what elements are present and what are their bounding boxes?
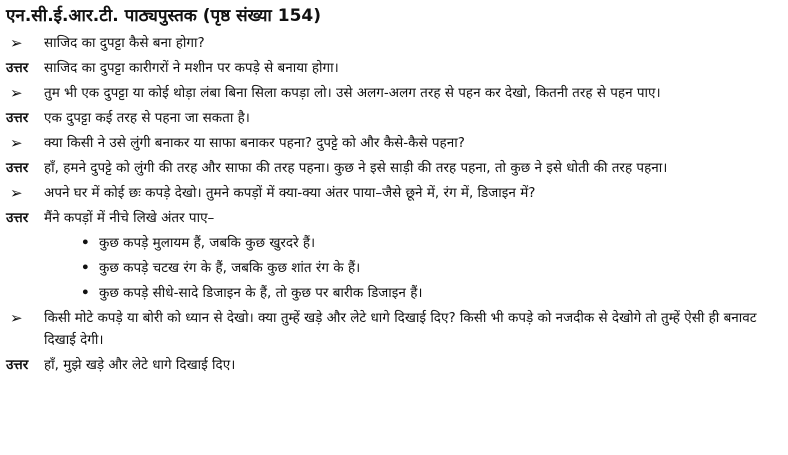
page-heading: एन.सी.ई.आर.टी. पाठ्यपुस्तक (पृष्ठ संख्या 154) — [6, 6, 322, 26]
answer-3 — [6, 157, 782, 179]
bullet-icon: • — [81, 285, 90, 301]
list-item-text: कुछ कपड़े मुलायम हैं, जबकि कुछ खुरदरे हैं। — [99, 235, 316, 251]
answer-label: उत्तर — [6, 357, 29, 373]
arrow-icon: ➢ — [10, 134, 23, 152]
list-item — [81, 282, 782, 304]
question-4 — [10, 182, 782, 204]
answer-1 — [6, 57, 782, 79]
list-item — [81, 232, 782, 254]
answer-text: हाँ, मुझे खड़े और लेटे धागे दिखाई दिए। — [44, 357, 236, 373]
answer-label: उत्तर — [6, 110, 29, 126]
answer-2 — [6, 107, 782, 129]
bullet-list — [81, 232, 782, 304]
answer-label: उत्तर — [6, 160, 29, 176]
arrow-icon: ➢ — [10, 309, 23, 327]
question-1 — [10, 32, 782, 54]
answer-label: उत्तर — [6, 60, 29, 76]
bullet-icon: • — [81, 260, 90, 276]
question-text: साजिद का दुपट्टा कैसे बना होगा? — [44, 35, 205, 51]
arrow-icon: ➢ — [10, 84, 23, 102]
answer-text: एक दुपट्टा कई तरह से पहना जा सकता है। — [44, 110, 250, 126]
arrow-icon: ➢ — [10, 34, 23, 52]
bullet-icon: • — [81, 235, 90, 251]
answer-text: हाँ, हमने दुपट्टे को लुंगी की तरह और साफा की तरह पहना। कुछ ने इसे साड़ी की तरह पहना, तो कुछ ने इसे धोती की तरह पहना। — [44, 160, 668, 176]
list-item-text: कुछ कपड़े चटख रंग के हैं, जबकि कुछ शांत रंग के हैं। — [99, 260, 361, 276]
answer-text: मैंने कपड़ों में नीचे लिखे अंतर पाए– — [44, 210, 215, 226]
question-text: किसी मोटे कपड़े या बोरी को ध्यान से देखो। क्या तुम्हें खड़े और लेटे धागे दिखाई दिए? किसी भी कपड़े को नजदीक से देखोगे तो तुम्हें ऐसी ही बनावट दिखाई देगी। — [44, 310, 757, 348]
question-3 — [10, 132, 782, 154]
question-5 — [10, 307, 782, 351]
answer-5 — [6, 354, 782, 376]
answer-text: साजिद का दुपट्टा कारीगरों ने मशीन पर कपड़े से बनाया होगा। — [44, 60, 339, 76]
document-page — [6, 4, 782, 379]
answer-4 — [6, 207, 782, 229]
arrow-icon: ➢ — [10, 184, 23, 202]
answer-label: उत्तर — [6, 210, 29, 226]
question-text: अपने घर में कोई छः कपड़े देखो। तुमने कपड़ों में क्या-क्या अंतर पाया–जैसे छूने में, रंग में, डिजाइन में? — [44, 185, 536, 201]
question-text: तुम भी एक दुपट्टा या कोई थोड़ा लंबा बिना सिला कपड़ा लो। उसे अलग-अलग तरह से पहन कर देखो, कितनी तरह से पहन पाए। — [44, 85, 661, 101]
list-item-text: कुछ कपड़े सीधे-सादे डिजाइन के हैं, तो कुछ पर बारीक डिजाइन हैं। — [99, 285, 423, 301]
question-2 — [10, 82, 782, 104]
list-item — [81, 257, 782, 279]
question-text: क्या किसी ने उसे लुंगी बनाकर या साफा बनाकर पहना? दुपट्टे को और कैसे-कैसे पहना? — [44, 135, 465, 151]
